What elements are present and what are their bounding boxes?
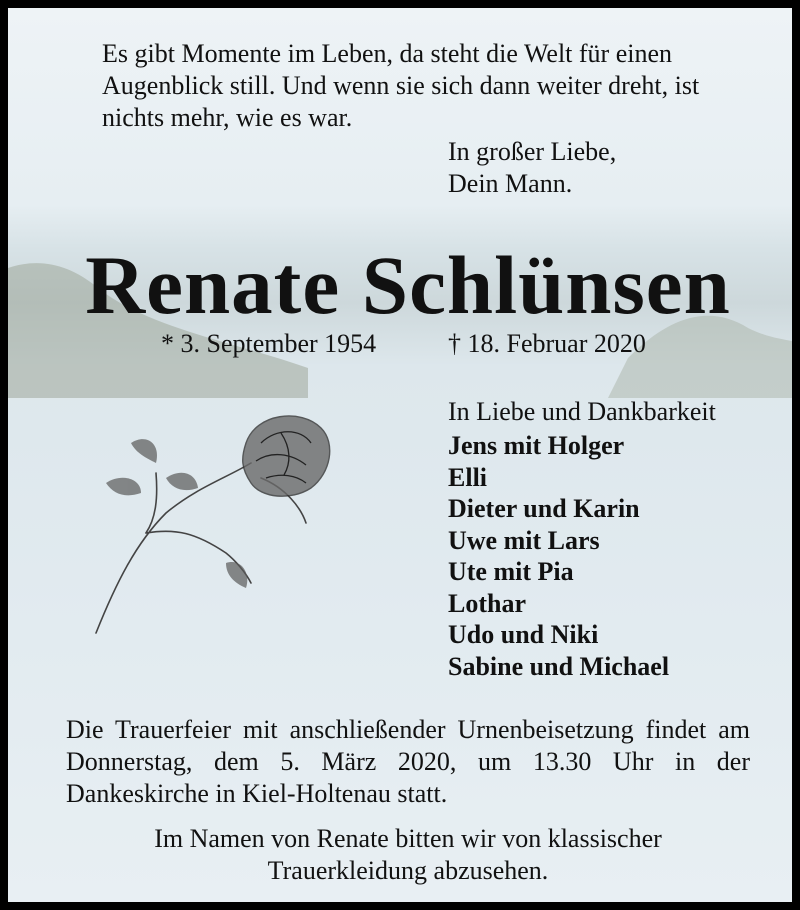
mourner-name: Sabine und Michael [448,651,670,681]
signature-line-1: In großer Liebe, [448,137,617,166]
verse-text: Es gibt Momente im Leben, da steht die Welt für einen Augenblick still. Und wenn sie sich dann weiter dreht, ist nichts mehr, wie es war. [102,39,700,132]
mourner-name: Elli [448,462,488,492]
mourner-name: Lothar [448,588,526,618]
mourner-name: Ute mit Pia [448,557,574,586]
mourner-name: Dieter und Karin [448,494,640,523]
closing-line-2: Trauerkleidung abzusehen. [267,856,549,885]
mourner-name: Udo und Niki [448,620,599,649]
death-date: † 18. Februar 2020 [448,329,646,358]
signature-line-2: Dein Mann. [448,169,573,198]
thanks-intro: In Liebe und Dankbarkeit [448,397,716,426]
mourner-name: Uwe mit Lars [448,525,600,555]
mourner-list [448,430,669,682]
birth-date: * 3. September 1954 [161,329,377,358]
signature [448,136,616,200]
deceased-name: Renate Schlünsen [85,239,731,331]
rose-illustration [86,403,346,673]
closing-line-1: Im Namen von Renate bitten wir von klassischer [154,824,662,853]
mourner-name: Jens mit Holger [448,431,625,460]
closing-note [8,823,800,887]
service-details: Die Trauerfeier mit anschließender Urnenbeisetzung findet am Donnerstag, dem 5. März 2020, um 13.30 Uhr in der Dankeskirche in Kiel-Holtenau statt. [66,715,750,808]
